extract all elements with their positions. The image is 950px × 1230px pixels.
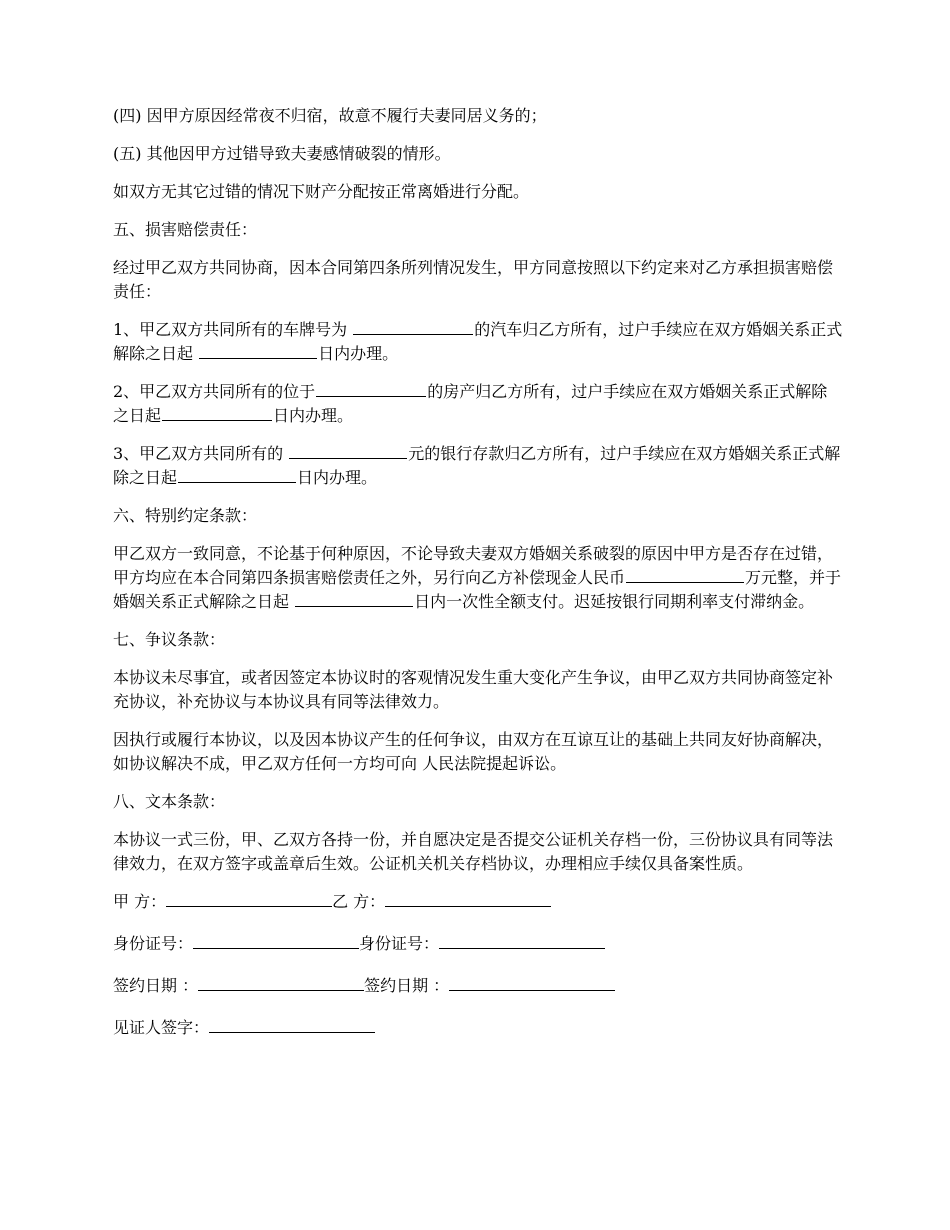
clause-6 <box>113 542 843 614</box>
clause-5-1-text-c: 日内办理。 <box>318 344 399 363</box>
clause-6-text-b: 万元整，并于婚姻关系正式解除之日起 <box>113 568 842 611</box>
contract-page <box>113 104 843 1058</box>
no-fault-note: 如双方无其它过错的情况下财产分配按正常离婚进行分配。 <box>113 182 530 201</box>
party-b-signature-line[interactable] <box>385 890 551 907</box>
signature-row-date <box>113 974 843 998</box>
signature-row-id <box>113 932 843 956</box>
clause-5-1-text-b: 的汽车归乙方所有，过户手续应在双方婚姻关系正式解除之日起 <box>113 320 843 363</box>
property-transfer-days-blank[interactable] <box>162 404 272 421</box>
section-8-title: 八、文本条款： <box>113 792 226 811</box>
signature-row-parties <box>113 890 843 914</box>
clause-5-3-text-c: 日内办理。 <box>297 468 378 487</box>
compensation-days-blank[interactable] <box>295 590 413 607</box>
id-b-line[interactable] <box>439 932 605 949</box>
clause-6-text-c: 日内一次性全额支付。迟延按银行同期利率支付滞纳金。 <box>414 592 815 611</box>
clause-5-2-text-b: 的房产归乙方所有，过户手续应在双方婚姻关系正式解除之日起 <box>113 382 828 425</box>
clause-7-2: 因执行或履行本协议，以及因本协议产生的任何争议，由双方在互谅互让的基础上共同友好协商解决，如协议解决不成，甲乙双方任何一方均可向 人民法院提起诉讼。 <box>113 730 834 773</box>
witness-label: 见证人签字： <box>113 1018 210 1037</box>
section-7-title: 七、争议条款： <box>113 630 226 649</box>
clause-7-1: 本协议未尽事宜，或者因签定本协议时的客观情况发生重大变化产生争议，由甲乙双方共同协商签定补充协议，补充协议与本协议具有同等法律效力。 <box>113 668 834 711</box>
signature-row-witness <box>113 1016 843 1040</box>
clause-4-5: (五) 其他因甲方过错导致夫妻感情破裂的情形。 <box>113 144 451 163</box>
clause-5-2-text-c: 日内办理。 <box>273 406 354 425</box>
section-6-title: 六、特别约定条款： <box>113 506 258 525</box>
property-location-blank[interactable] <box>316 380 426 397</box>
id-a-label: 身份证号： <box>113 934 194 953</box>
date-a-line[interactable] <box>198 974 364 991</box>
clause-5-1-text-a: 1、甲乙双方共同所有的车牌号为 <box>113 320 353 339</box>
car-transfer-days-blank[interactable] <box>199 342 317 359</box>
clause-5-3 <box>113 442 843 490</box>
clause-8: 本协议一式三份，甲、乙双方各持一份，并自愿决定是否提交公证机关存档一份，三份协议具有同等法律效力，在双方签字或盖章后生效。公证机关机关存档协议，办理相应手续仅具备案性质。 <box>113 830 834 873</box>
party-a-label: 甲 方： <box>113 892 167 911</box>
compensation-amount-blank[interactable] <box>626 566 744 583</box>
date-b-line[interactable] <box>449 974 615 991</box>
date-b-label: 签约日期 ： <box>364 976 450 995</box>
clause-5-3-text-b: 元的银行存款归乙方所有，过户手续应在双方婚姻关系正式解除之日起 <box>113 444 841 487</box>
clause-4-4: (四) 因甲方原因经常夜不归宿，故意不履行夫妻同居义务的； <box>113 106 547 125</box>
clause-5-2 <box>113 380 843 428</box>
clause-6-text-a: 甲乙双方一致同意，不论基于何种原因，不论导致夫妻双方婚姻关系破裂的原因中甲方是否存在过错，甲方均应在本合同第四条损害赔偿责任之外，另行向乙方补偿现金人民币 <box>113 544 834 587</box>
plate-number-blank[interactable] <box>353 318 473 335</box>
party-a-signature-line[interactable] <box>166 890 332 907</box>
deposit-transfer-days-blank[interactable] <box>178 466 296 483</box>
section-5-title: 五、损害赔偿责任： <box>113 220 258 239</box>
clause-5-3-text-a: 3、甲乙双方共同所有的 <box>113 444 289 463</box>
clause-5-2-text-a: 2、甲乙双方共同所有的位于 <box>113 382 316 401</box>
witness-signature-line[interactable] <box>209 1016 375 1033</box>
clause-5-1 <box>113 318 843 366</box>
section-5-intro: 经过甲乙双方共同协商，因本合同第四条所列情况发生，甲方同意按照以下约定来对乙方承担损害赔偿责任： <box>113 258 834 301</box>
id-a-line[interactable] <box>193 932 359 949</box>
deposit-amount-blank[interactable] <box>289 442 407 459</box>
party-b-label: 乙 方： <box>332 892 386 911</box>
date-a-label: 签约日期 ： <box>113 976 199 995</box>
id-b-label: 身份证号： <box>359 934 440 953</box>
